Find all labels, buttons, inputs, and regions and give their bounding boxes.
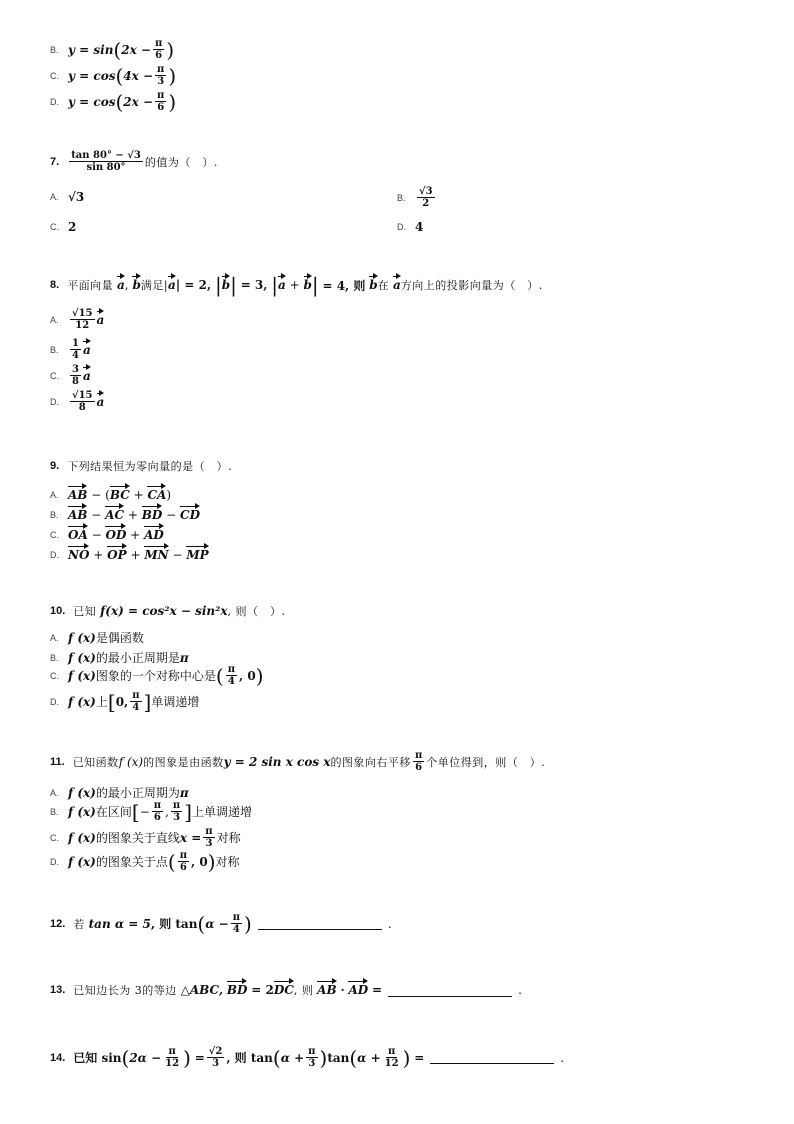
option-q7-a: A. √3: [50, 190, 85, 204]
question-13: 13. 已知边长为 3的等边 △ABC, BD = 2 DC , 则 AB · AD = .: [50, 983, 522, 997]
question-7-stem: 7. $\frac{\tan 80^\circ - √3}{\sin 80^\circ}$ 的值为（ ）.: [50, 150, 218, 173]
option-q8-c: C. $\frac{3}{8}$ a: [50, 364, 91, 387]
option-q9-c: C. OA − OD + AD: [50, 528, 164, 542]
option-q10-b: B. f (x) 的最小正周期是 π: [50, 650, 189, 665]
option-q11-b: B. f (x) 在区间 [ − $\frac{\pi}{6}$ , $\frac{\pi}{3}$ ] 上单调递增: [50, 799, 253, 824]
option-q6-d: D. y = cos ( 2x − $\frac{\pi}{6}$ ): [50, 89, 177, 114]
option-q10-a: A. f (x) 是偶函数: [50, 630, 144, 645]
option-q9-d: D. NO + OP + MN − MP: [50, 548, 209, 562]
option-q11-d: D. f (x) 的图象关于点 ( $\frac{\pi}{6}$ , 0 ) 对称: [50, 849, 240, 874]
answer-blank-12[interactable]: [258, 917, 382, 930]
option-q8-a: A. $\frac{√15}{12}$ a: [50, 308, 105, 331]
option-q8-b: B. $\frac{1}{4}$ a: [50, 338, 91, 361]
option-q9-b: B. AB − AC + BD − CD: [50, 508, 201, 522]
question-11-stem: 11. 已知函数 f (x) 的图象是由函数 y = 2 sin x cos x 的图象向右平移 $\frac{\pi}{6}$ 个单位得到，则（ ）.: [50, 750, 546, 773]
option-q7-d: D. 4: [397, 220, 424, 234]
option-q8-d: D. $\frac{√15}{8}$ a: [50, 390, 105, 413]
answer-blank-13[interactable]: [388, 984, 512, 997]
option-q7-c: C. 2: [50, 220, 77, 234]
question-14: 14. 已知 sin ( 2α − $\frac{\pi}{12}$ ) = $\frac{√2}{3}$ , 则 tan ( α + $\frac{\pi}{3}$ ) tan ( α + $\frac{\pi}{12}$ ) = .: [50, 1045, 565, 1070]
option-q6-c: C. y = cos ( 4x − $\frac{\pi}{3}$ ): [50, 63, 177, 88]
question-8-stem: 8. 平面向量 a , b 满足| a | = 2, | b | = 3, | a + b | = 4, 则 b 在 a 方向上的投影向量为（ ）.: [50, 273, 543, 297]
option-q11-a: A. f (x) 的最小正周期为 π: [50, 785, 189, 800]
option-q9-a: A. AB − ( BC + CA ): [50, 488, 172, 502]
option-q10-c: C. f (x) 图象的一个对称中心是 ( $\frac{\pi}{4}$ , 0 ): [50, 663, 264, 688]
option-q10-d: D. f (x) 上 [ 0, $\frac{\pi}{4}$ ] 单调递增: [50, 689, 200, 714]
answer-blank-14[interactable]: [430, 1051, 554, 1064]
question-12: 12. 若 tan α = 5 , 则 tan ( α − $\frac{\pi}{4}$ ) .: [50, 911, 392, 936]
option-q6-b: B. y = sin ( 2x − $\frac{\pi}{6}$ ): [50, 37, 175, 62]
option-q11-c: C. f (x) 的图象关于直线 x = $\frac{\pi}{3}$ 对称: [50, 826, 241, 849]
question-10-stem: 10. 已知 f(x) = cos²x − sin²x , 则（ ）.: [50, 604, 286, 618]
option-q7-b: B. $\frac{√3}{2}$: [397, 186, 433, 209]
question-9-stem: 9. 下列结果恒为零向量的是（ ）.: [50, 460, 233, 473]
